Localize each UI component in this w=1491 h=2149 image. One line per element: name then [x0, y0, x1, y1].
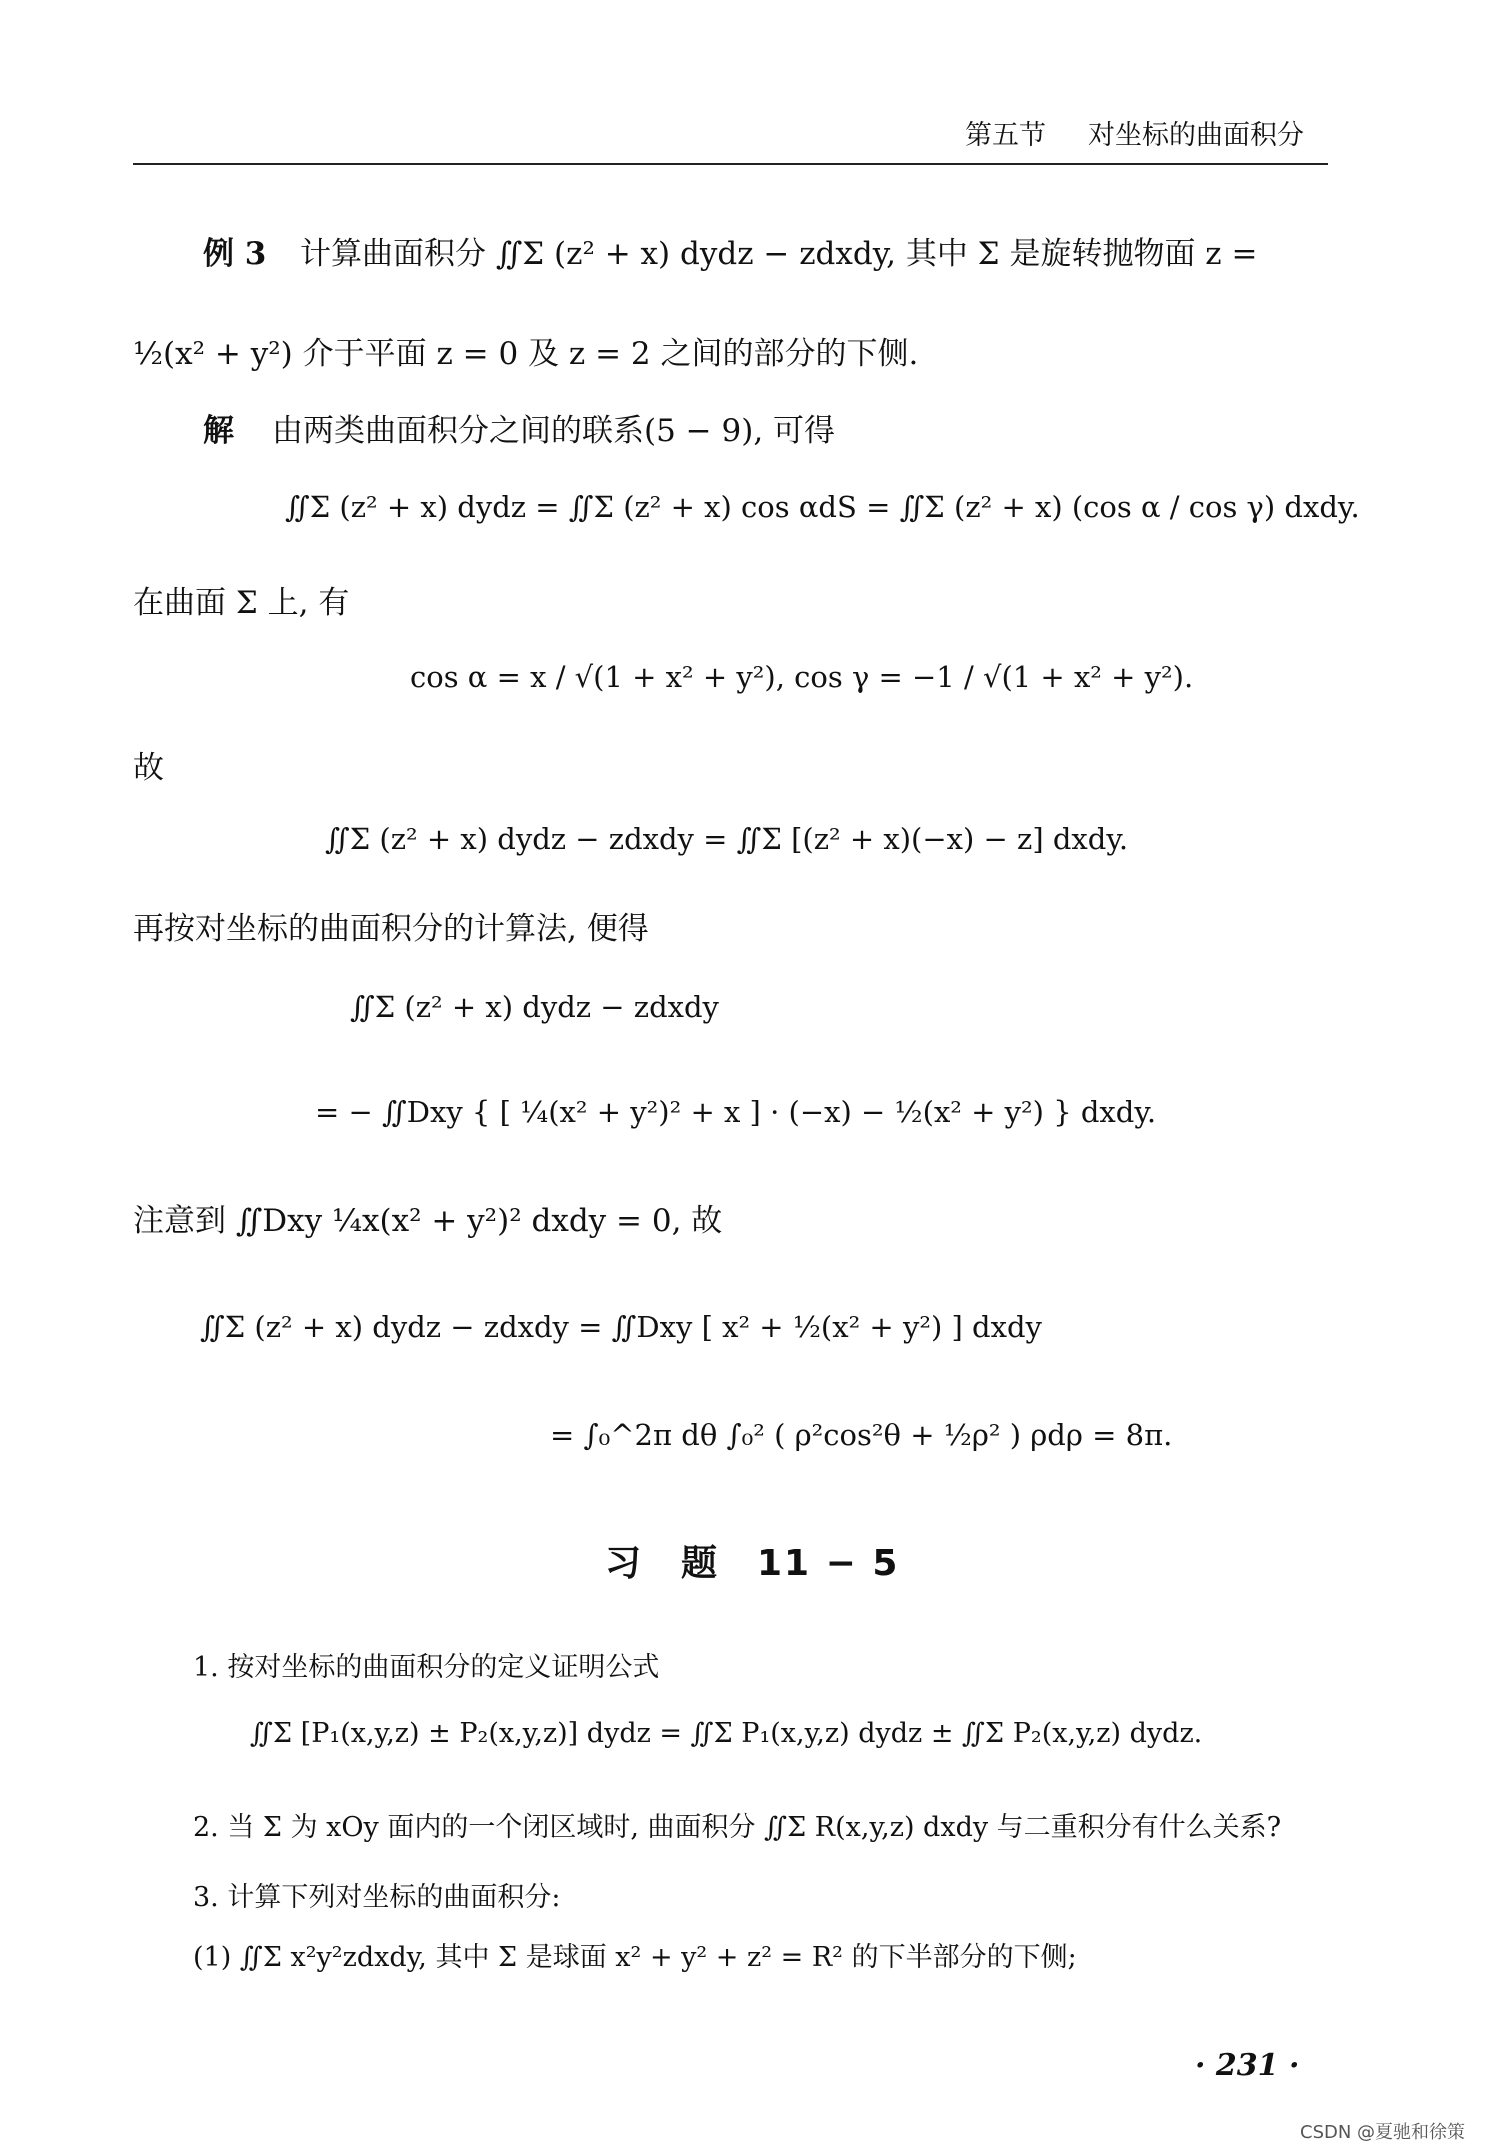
example-statement-line1: 计算曲面积分 ∬Σ (z² + x) dydz − zdxdy, 其中 Σ 是旋转抛物面 z = [300, 236, 1258, 272]
text-then: 再按对坐标的曲面积分的计算法, 便得 [133, 911, 649, 947]
solution-intro: 由两类曲面积分之间的联系(5 − 9), 可得 [272, 413, 836, 449]
text-therefore: 故 [133, 750, 164, 786]
running-section: 第五节 [965, 120, 1046, 151]
equation-5a: ∬Σ (z² + x) dydz − zdxdy = ∬Dxy [ x² + ½(x² + y²) ] dxdy [200, 1310, 1042, 1344]
example-label: 例 3 [203, 236, 267, 272]
equation-5b: = ∫₀^2π dθ ∫₀² ( ρ²cos²θ + ½ρ² ) ρdρ = 8π. [550, 1418, 1173, 1452]
equation-4a: ∬Σ (z² + x) dydz − zdxdy [350, 990, 719, 1024]
exercise-3: 3. 计算下列对坐标的曲面积分: [193, 1882, 561, 1913]
equation-4b: = − ∬Dxy { [ ¼(x² + y²)² + x ] · (−x) − ½(x² + y²) } dxdy. [315, 1095, 1157, 1129]
equation-1: ∬Σ (z² + x) dydz = ∬Σ (z² + x) cos αdS = ∬Σ (z² + x) (cos α / cos γ) dxdy. [285, 490, 1360, 524]
solution-label: 解 [203, 413, 234, 449]
running-title: 对坐标的曲面积分 [1088, 120, 1304, 151]
equation-2: cos α = x / √(1 + x² + y²), cos γ = −1 / √(1 + x² + y²). [410, 660, 1194, 694]
example-statement-line2: ½(x² + y²) 介于平面 z = 0 及 z = 2 之间的部分的下侧. [133, 336, 919, 372]
exercise-1-formula: ∬Σ [P₁(x,y,z) ± P₂(x,y,z)] dydz = ∬Σ P₁(x,y,z) dydz ± ∬Σ P₂(x,y,z) dydz. [250, 1718, 1203, 1749]
text-note: 注意到 ∬Dxy ¼x(x² + y²)² dxdy = 0, 故 [133, 1203, 723, 1239]
text-on-surface: 在曲面 Σ 上, 有 [133, 585, 350, 621]
page-number: · 231 · [1195, 2048, 1300, 2083]
equation-3: ∬Σ (z² + x) dydz − zdxdy = ∬Σ [(z² + x)(−x) − z] dxdy. [325, 822, 1129, 856]
header-rule [133, 163, 1328, 165]
exercise-3-1: (1) ∬Σ x²y²zdxdy, 其中 Σ 是球面 x² + y² + z² = R² 的下半部分的下侧; [193, 1942, 1077, 1973]
exercises-title: 习 题 11 − 5 [605, 1543, 900, 1584]
exercise-2: 2. 当 Σ 为 xOy 面内的一个闭区域时, 曲面积分 ∬Σ R(x,y,z) dxdy 与二重积分有什么关系? [193, 1812, 1282, 1843]
watermark: CSDN @夏驰和徐策 [1300, 2122, 1466, 2143]
exercise-1: 1. 按对坐标的曲面积分的定义证明公式 [193, 1652, 660, 1683]
